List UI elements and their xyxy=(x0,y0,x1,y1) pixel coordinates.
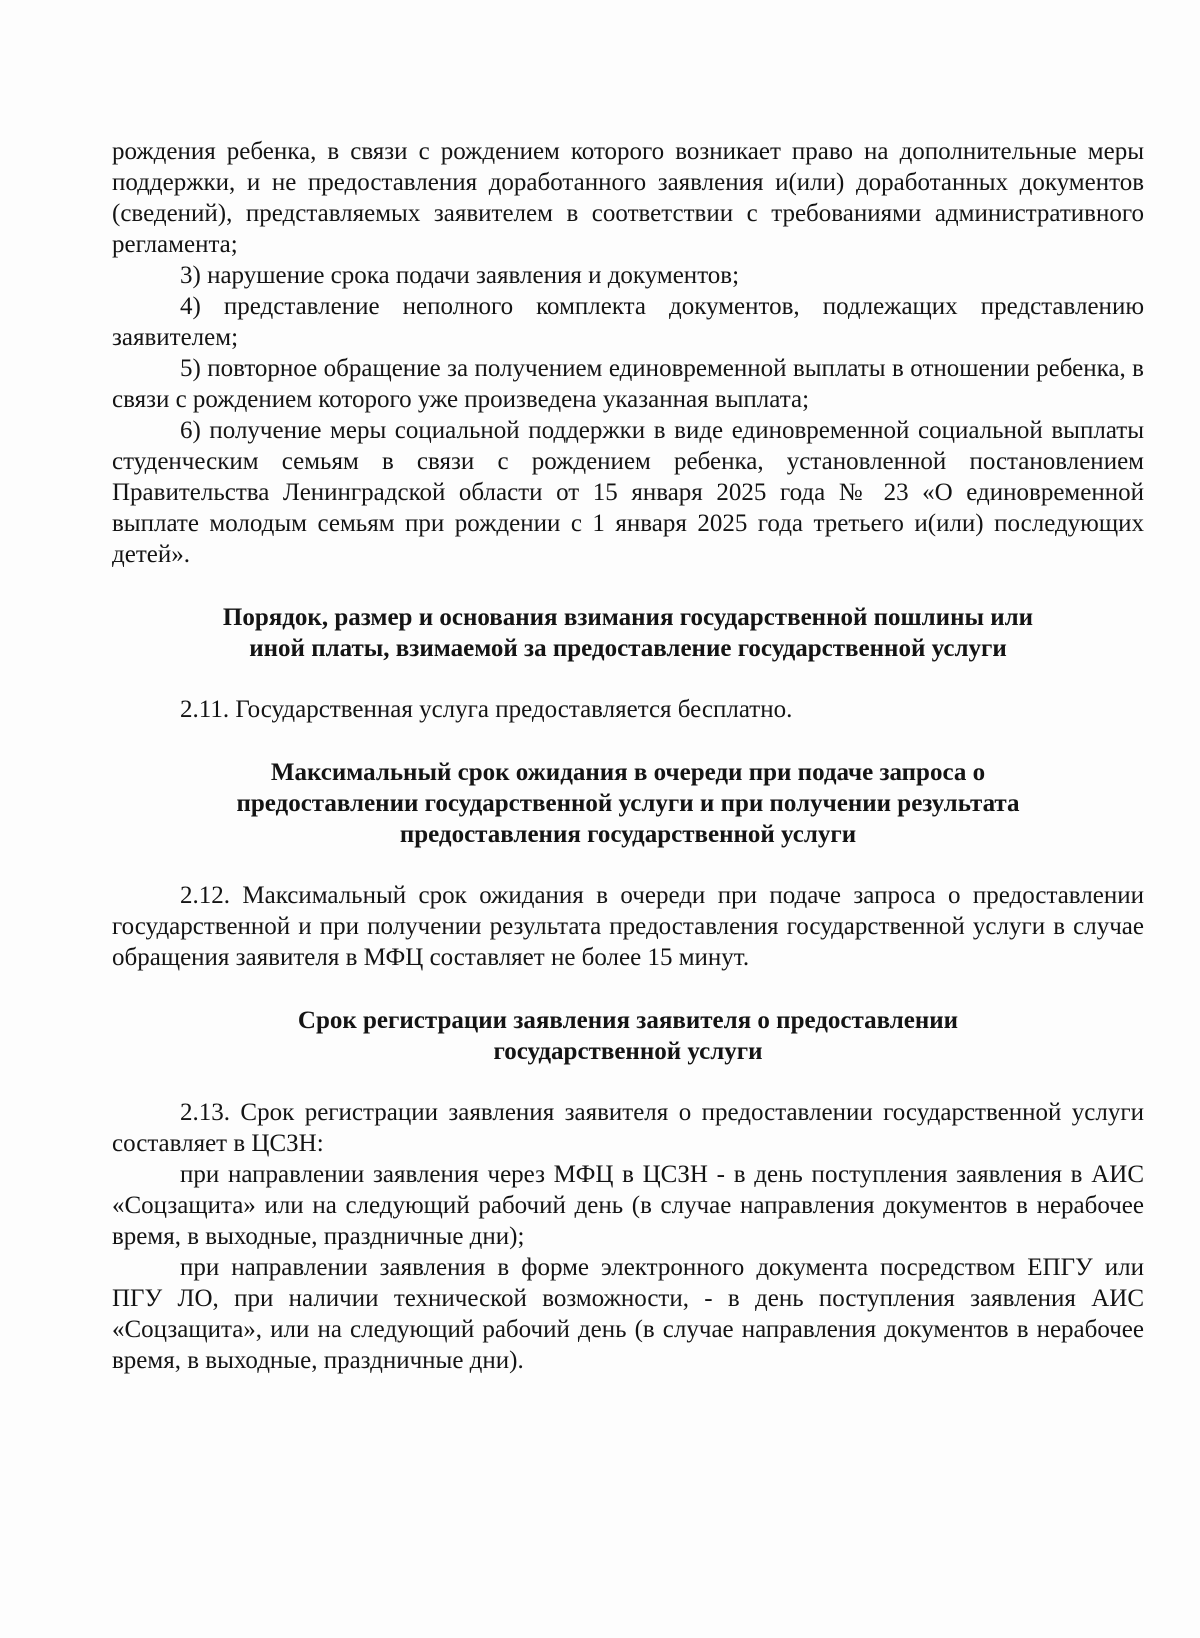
paragraph-electronic: при направлении заявления в форме электронного документа посредством ЕПГУ или ПГУ ЛО, при наличии технической возможности, - в день поступления заявления АИС «Соцзащита», или на следующий рабочий день (в случае направления документов в нерабочее время, в выходные, праздничные дни). xyxy=(112,1254,1144,1374)
document-body xyxy=(112,136,1144,1376)
paragraph-2-13: 2.13. Срок регистрации заявления заявителя о предоставлении государственной услуги составляет в ЦСЗН: xyxy=(112,1099,1144,1157)
paragraph-mfc: при направлении заявления через МФЦ в ЦСЗН - в день поступления заявления в АИС «Соцзащита» или на следующий рабочий день (в случае направления документов в нерабочее время, в выходные, праздничные дни); xyxy=(112,1161,1144,1250)
list-item-4: 4) представление неполного комплекта документов, подлежащих представлению заявителем; xyxy=(112,293,1144,351)
paragraph-2-12: 2.12. Максимальный срок ожидания в очереди при подаче запроса о предоставлении государственной и при получении результата предоставления государственной услуги в случае обращения заявителя в МФЦ составляет не более 15 минут. xyxy=(112,882,1144,971)
list-item-6: 6) получение меры социальной поддержки в виде единовременной социальной выплаты студенческим семьям в связи с рождением ребенка, установленной постановлением Правительства Ленинградской области от 15 января 2025 года № 23 «О единовременной выплате молодым семьям при рождении с 1 января 2025 года третьего и(или) последующих детей». xyxy=(112,417,1144,568)
list-item-3: 3) нарушение срока подачи заявления и документов; xyxy=(180,262,740,289)
paragraph-2-11: 2.11. Государственная услуга предоставляется бесплатно. xyxy=(180,696,793,723)
section-heading-queue: Максимальный срок ожидания в очереди при подаче запроса о предоставлении государственной услуги и при получении результата предоставления государственной услуги xyxy=(236,759,1020,848)
section-heading-fee: Порядок, размер и основания взимания государственной пошлины или иной платы, взимаемой за предоставление государственной услуги xyxy=(222,604,1034,662)
paragraph-continuation: рождения ребенка, в связи с рождением которого возникает право на дополнительные меры поддержки, и не предоставления доработанного заявления и(или) доработанных документов (сведений), представляемых заявителем в соответствии с требованиями административного регламента; xyxy=(112,138,1144,258)
section-heading-registration: Срок регистрации заявления заявителя о предоставлении государственной услуги xyxy=(297,1007,959,1065)
list-item-5: 5) повторное обращение за получением единовременной выплаты в отношении ребенка, в связи с рождением которого уже произведена указанная выплата; xyxy=(112,355,1144,413)
